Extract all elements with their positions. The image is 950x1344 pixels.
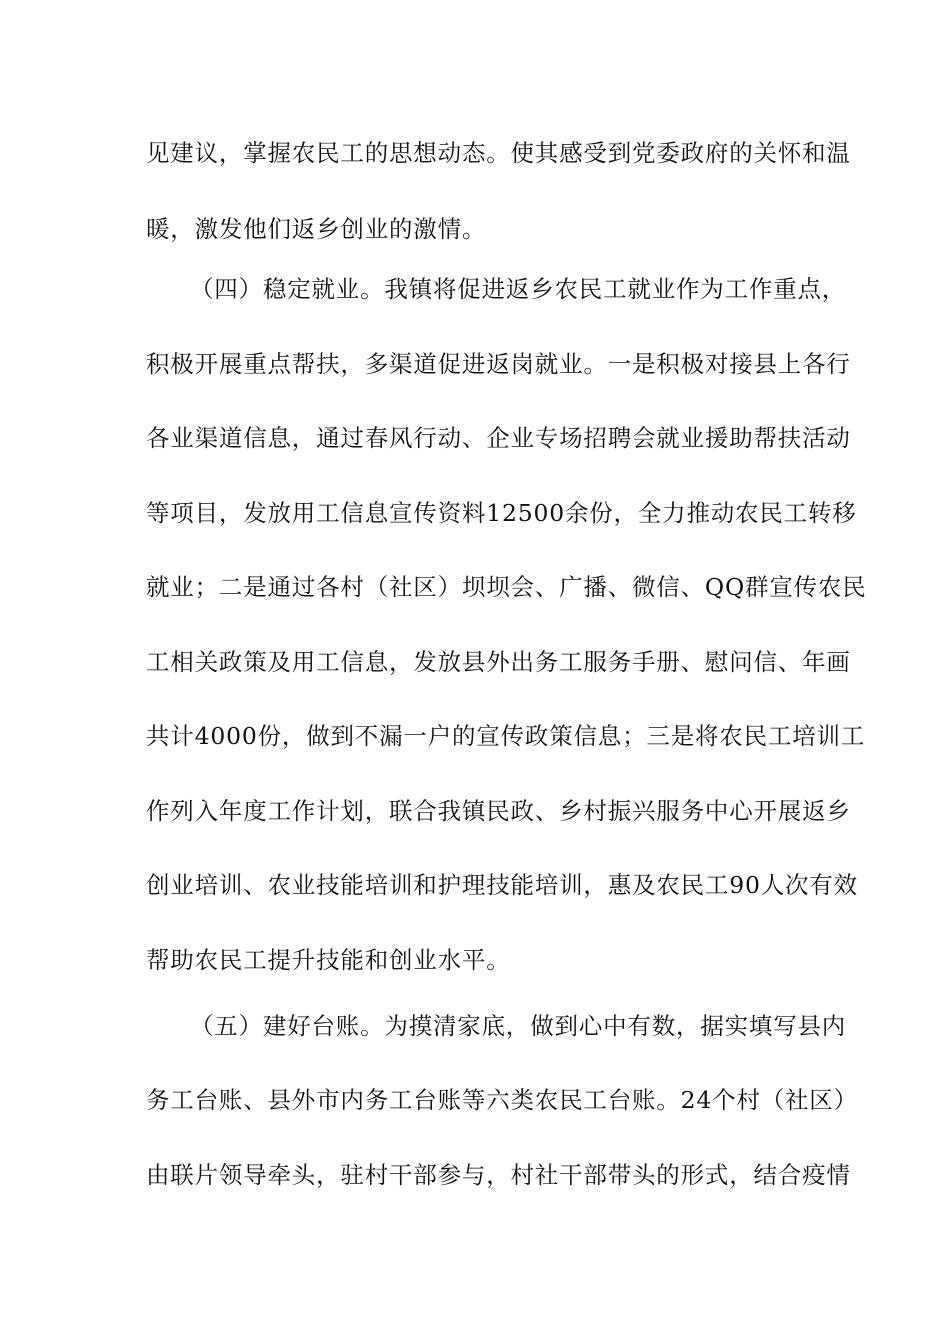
paragraph-line: 创业培训、农业技能培训和护理技能培训，惠及农民工90人次有效 xyxy=(146,871,858,899)
paragraph-line: 帮助农民工提升技能和创业水平。 xyxy=(146,946,511,974)
paragraph-line: 作列入年度工作计划，联合我镇民政、乡村振兴服务中心开展返乡 xyxy=(146,797,851,825)
paragraph-line: 由联片领导牵头，驻村干部参与，村社干部带头的形式，结合疫情 xyxy=(146,1161,851,1189)
paragraph-line: 务工台账、县外市内务工台账等六类农民工台账。24个村（社区） xyxy=(146,1086,858,1114)
paragraph-line: 见建议，掌握农民工的思想动态。使其感受到党委政府的关怀和温 xyxy=(146,139,851,167)
paragraph-line: 共计4000份，做到不漏一户的宣传政策信息；三是将农民工培训工 xyxy=(146,722,866,750)
section-five-heading-line: （五）建好台账。为摸清家底，做到心中有数，据实填写县内 xyxy=(190,1012,847,1040)
paragraph-line: 等项目，发放用工信息宣传资料12500余份，全力推动农民工转移 xyxy=(146,499,857,527)
section-four-heading-line: （四）稳定就业。我镇将促进返乡农民工就业作为工作重点， xyxy=(190,275,847,303)
paragraph-line: 工相关政策及用工信息，发放县外出务工服务手册、慰问信、年画 xyxy=(146,648,851,676)
paragraph-line: 积极开展重点帮扶，多渠道促进返岗就业。一是积极对接县上各行 xyxy=(146,350,851,378)
paragraph-line: 就业；二是通过各村（社区）坝坝会、广播、微信、QQ群宣传农民 xyxy=(146,573,867,601)
paragraph-line: 暖，激发他们返乡创业的激情。 xyxy=(146,215,487,243)
paragraph-line: 各业渠道信息，通过春风行动、企业专场招聘会就业援助帮扶活动 xyxy=(146,424,851,452)
